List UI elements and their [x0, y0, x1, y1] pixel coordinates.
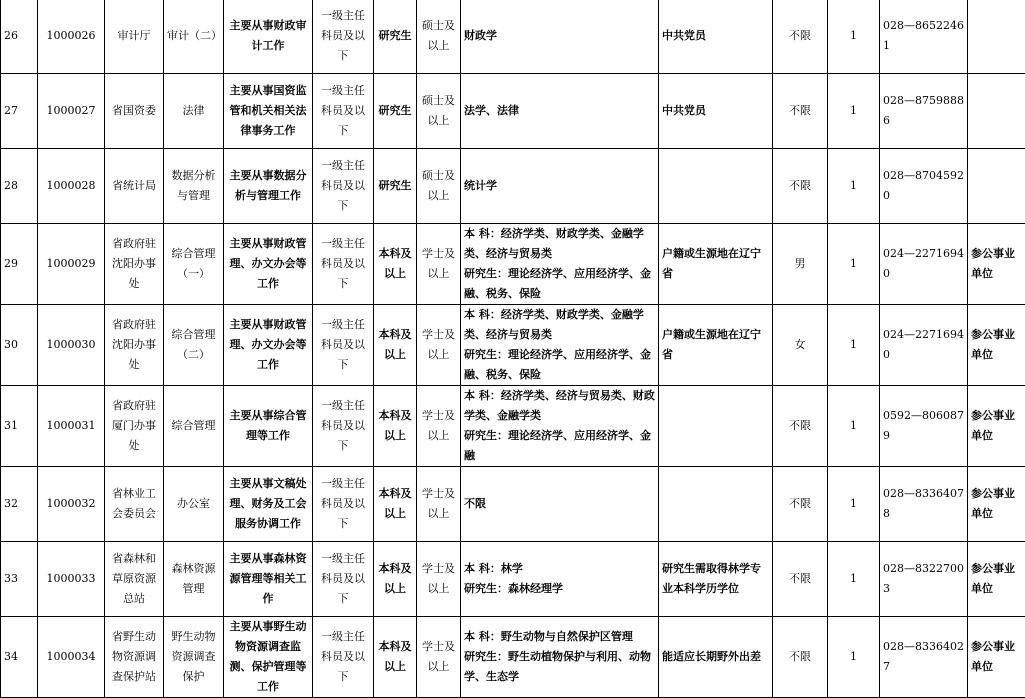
gender-cell: 不限 [773, 149, 828, 224]
position-name-cell: 综合管理（二） [164, 305, 224, 386]
major-cell: 法学、法律 [461, 74, 659, 149]
contact-phone-cell: 028—83364027 [880, 617, 968, 698]
note-cell: 参公事业单位 [968, 542, 1025, 617]
recruit-count-cell: 1 [828, 617, 880, 698]
department-cell: 省国资委 [105, 74, 164, 149]
department-cell: 省林业工会委员会 [105, 467, 164, 542]
other-requirements-cell: 研究生需取得林学专业本科学历学位 [659, 542, 773, 617]
major-cell: 本 科：经济学类、财政学类、金融学类、经济与贸易类 研究生：理论经济学、应用经济学、金融、税务、保险 [461, 305, 659, 386]
duty-description-cell: 主要从事文稿处理、财务及工会服务协调工作 [224, 467, 313, 542]
other-requirements-cell [659, 149, 773, 224]
position-code-cell: 1000032 [38, 467, 105, 542]
duty-description-cell: 主要从事财政审计工作 [224, 0, 313, 74]
note-cell: 参公事业单位 [968, 467, 1025, 542]
position-name-cell: 综合管理 [164, 386, 224, 467]
education-cell: 本科及以上 [374, 542, 417, 617]
department-cell: 省政府驻沈阳办事处 [105, 224, 164, 305]
duty-description-cell: 主要从事国资监管和机关相关法律事务工作 [224, 74, 313, 149]
contact-phone-cell: 028—86522461 [880, 0, 968, 74]
major-cell: 统计学 [461, 149, 659, 224]
contact-phone-cell: 024—22716940 [880, 224, 968, 305]
table-row [1, 542, 1025, 617]
recruit-count-cell: 1 [828, 149, 880, 224]
contact-phone-cell: 028—83364078 [880, 467, 968, 542]
recruit-count-cell: 1 [828, 467, 880, 542]
row-number-cell: 27 [1, 74, 38, 149]
recruit-count-cell: 1 [828, 305, 880, 386]
recruit-count-cell: 1 [828, 542, 880, 617]
row-number-cell: 30 [1, 305, 38, 386]
degree-cell: 学士及以上 [417, 542, 461, 617]
duty-description-cell: 主要从事财政管理、办文办会等工作 [224, 305, 313, 386]
recruit-count-cell: 1 [828, 224, 880, 305]
position-level-cell: 一级主任科员及以下 [313, 224, 374, 305]
position-level-cell: 一级主任科员及以下 [313, 149, 374, 224]
position-name-cell: 森林资源管理 [164, 542, 224, 617]
row-number-cell: 31 [1, 386, 38, 467]
row-number-cell: 29 [1, 224, 38, 305]
duty-description-cell: 主要从事野生动物资源调查监测、保护管理等工作 [224, 617, 313, 698]
position-code-cell: 1000026 [38, 0, 105, 74]
major-cell: 本 科：经济学类、财政学类、金融学类、经济与贸易类 研究生：理论经济学、应用经济学、金融、税务、保险 [461, 224, 659, 305]
education-cell: 研究生 [374, 149, 417, 224]
other-requirements-cell [659, 467, 773, 542]
major-cell: 不限 [461, 467, 659, 542]
gender-cell: 不限 [773, 467, 828, 542]
contact-phone-cell: 028—87045920 [880, 149, 968, 224]
department-cell: 省统计局 [105, 149, 164, 224]
department-cell: 省政府驻厦门办事处 [105, 386, 164, 467]
table-row [1, 386, 1025, 467]
position-code-cell: 1000029 [38, 224, 105, 305]
position-level-cell: 一级主任科员及以下 [313, 386, 374, 467]
degree-cell: 学士及以上 [417, 386, 461, 467]
table-row [1, 149, 1025, 224]
note-cell [968, 74, 1025, 149]
position-code-cell: 1000031 [38, 386, 105, 467]
position-name-cell: 综合管理（一） [164, 224, 224, 305]
table-row [1, 467, 1025, 542]
gender-cell: 不限 [773, 386, 828, 467]
degree-cell: 硕士及以上 [417, 0, 461, 74]
education-cell: 本科及以上 [374, 386, 417, 467]
row-number-cell: 34 [1, 617, 38, 698]
department-cell: 省森林和草原资源总站 [105, 542, 164, 617]
position-level-cell: 一级主任科员及以下 [313, 0, 374, 74]
position-code-cell: 1000030 [38, 305, 105, 386]
contact-phone-cell: 028—87598886 [880, 74, 968, 149]
position-level-cell: 一级主任科员及以下 [313, 74, 374, 149]
education-cell: 研究生 [374, 74, 417, 149]
gender-cell: 不限 [773, 74, 828, 149]
position-code-cell: 1000028 [38, 149, 105, 224]
table-row [1, 617, 1025, 698]
department-cell: 审计厅 [105, 0, 164, 74]
table-row [1, 305, 1025, 386]
duty-description-cell: 主要从事综合管理等工作 [224, 386, 313, 467]
gender-cell: 不限 [773, 0, 828, 74]
recruit-count-cell: 1 [828, 0, 880, 74]
other-requirements-cell: 户籍或生源地在辽宁省 [659, 224, 773, 305]
position-name-cell: 办公室 [164, 467, 224, 542]
duty-description-cell: 主要从事森林资源管理等相关工作 [224, 542, 313, 617]
position-name-cell: 野生动物资源调查保护 [164, 617, 224, 698]
position-code-cell: 1000034 [38, 617, 105, 698]
recruit-count-cell: 1 [828, 386, 880, 467]
other-requirements-cell: 户籍或生源地在辽宁省 [659, 305, 773, 386]
education-cell: 本科及以上 [374, 224, 417, 305]
department-cell: 省野生动物资源调查保护站 [105, 617, 164, 698]
position-name-cell: 法律 [164, 74, 224, 149]
education-cell: 本科及以上 [374, 617, 417, 698]
gender-cell: 男 [773, 224, 828, 305]
degree-cell: 学士及以上 [417, 305, 461, 386]
note-cell [968, 149, 1025, 224]
other-requirements-cell: 能适应长期野外出差 [659, 617, 773, 698]
other-requirements-cell: 中共党员 [659, 0, 773, 74]
major-cell: 财政学 [461, 0, 659, 74]
note-cell [968, 0, 1025, 74]
recruit-count-cell: 1 [828, 74, 880, 149]
contact-phone-cell: 024—22716940 [880, 305, 968, 386]
table-row [1, 0, 1025, 74]
position-code-cell: 1000027 [38, 74, 105, 149]
major-cell: 本 科：林学 研究生：森林经理学 [461, 542, 659, 617]
gender-cell: 不限 [773, 542, 828, 617]
degree-cell: 学士及以上 [417, 617, 461, 698]
position-level-cell: 一级主任科员及以下 [313, 467, 374, 542]
degree-cell: 硕士及以上 [417, 74, 461, 149]
contact-phone-cell: 0592—8060879 [880, 386, 968, 467]
degree-cell: 学士及以上 [417, 467, 461, 542]
position-code-cell: 1000033 [38, 542, 105, 617]
education-cell: 本科及以上 [374, 467, 417, 542]
note-cell: 参公事业单位 [968, 617, 1025, 698]
gender-cell: 女 [773, 305, 828, 386]
gender-cell: 不限 [773, 617, 828, 698]
row-number-cell: 32 [1, 467, 38, 542]
other-requirements-cell: 中共党员 [659, 74, 773, 149]
major-cell: 本 科：经济学类、经济与贸易类、财政学类、金融学类 研究生：理论经济学、应用经济学、金融 [461, 386, 659, 467]
position-level-cell: 一级主任科员及以下 [313, 617, 374, 698]
row-number-cell: 28 [1, 149, 38, 224]
row-number-cell: 33 [1, 542, 38, 617]
note-cell: 参公事业单位 [968, 224, 1025, 305]
department-cell: 省政府驻沈阳办事处 [105, 305, 164, 386]
duty-description-cell: 主要从事数据分析与管理工作 [224, 149, 313, 224]
other-requirements-cell [659, 386, 773, 467]
contact-phone-cell: 028—83227003 [880, 542, 968, 617]
position-level-cell: 一级主任科员及以下 [313, 305, 374, 386]
education-cell: 本科及以上 [374, 305, 417, 386]
note-cell: 参公事业单位 [968, 305, 1025, 386]
position-name-cell: 审计（二） [164, 0, 224, 74]
duty-description-cell: 主要从事财政管理、办文办会等工作 [224, 224, 313, 305]
position-name-cell: 数据分析与管理 [164, 149, 224, 224]
table-row [1, 224, 1025, 305]
position-level-cell: 一级主任科员及以下 [313, 542, 374, 617]
education-cell: 研究生 [374, 0, 417, 74]
major-cell: 本 科：野生动物与自然保护区管理 研究生：野生动植物保护与利用、动物学、生态学 [461, 617, 659, 698]
row-number-cell: 26 [1, 0, 38, 74]
table-row [1, 74, 1025, 149]
note-cell: 参公事业单位 [968, 386, 1025, 467]
degree-cell: 学士及以上 [417, 224, 461, 305]
degree-cell: 硕士及以上 [417, 149, 461, 224]
